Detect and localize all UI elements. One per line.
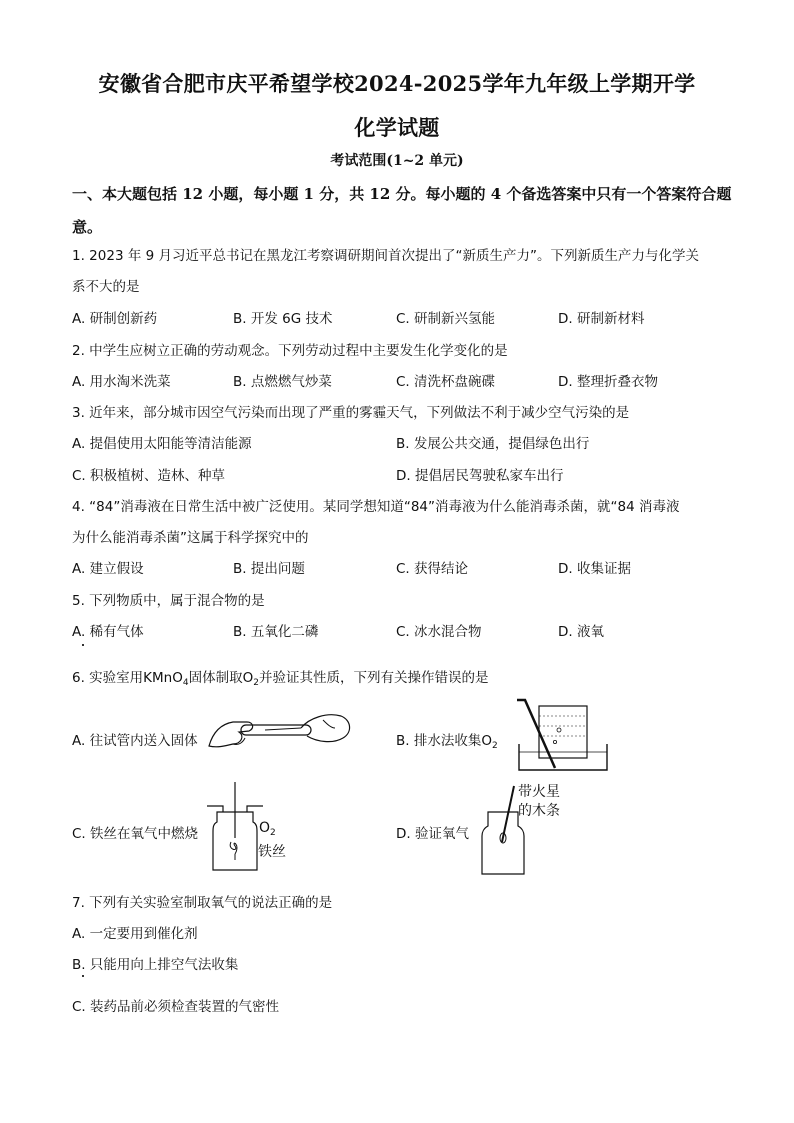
q4-option-d: D. 收集证据 (558, 561, 631, 577)
paper-title: 安徽省合肥市庆平希望学校2024-2025学年九年级上学期开学 (98, 71, 696, 96)
q2-option-c: C. 清洗杯盘碗碟 (396, 374, 496, 390)
q3-option-d: D. 提倡居民驾驶私家车出行 (396, 468, 564, 484)
q1-option-c: C. 研制新兴氢能 (396, 311, 496, 327)
formula-kmno4: KMnO$_4$ (143, 670, 189, 688)
q1-option-a: A. 研制创新药 (72, 311, 158, 327)
q5-option-c: C. 冰水混合物 (396, 624, 482, 640)
q3-option-b: B. 发展公共交通，提倡绿色出行 (396, 436, 590, 452)
q5-option-b: B. 五氧化二磷 (233, 624, 319, 640)
q6-figure-a-test-tube (205, 702, 355, 752)
stray-dot (82, 644, 84, 646)
q6-figure-c-iron-wire (205, 780, 265, 875)
q5-stem: 5. 下列物质中，属于混合物的是 (72, 593, 265, 609)
q7-stem: 7. 下列有关实验室制取氧气的说法正确的是 (72, 895, 333, 911)
q5-option-a: A. 稀有气体 (72, 624, 144, 640)
q6-c-label-iron-wire: 铁丝 (258, 844, 286, 860)
q6-option-d: D. 验证氧气 (396, 826, 469, 842)
q3-option-c: C. 积极植树、造林、种草 (72, 468, 226, 484)
q7-option-c: C. 装药品前必须检查装置的气密性 (72, 999, 280, 1015)
stray-dot (82, 975, 84, 977)
q2-stem: 2. 中学生应树立正确的劳动观念。下列劳动过程中主要发生化学变化的是 (72, 343, 508, 359)
q2-option-b: B. 点燃燃气炒菜 (233, 374, 332, 390)
q4-option-c: C. 获得结论 (396, 561, 469, 577)
q3-stem: 3. 近年来，部分城市因空气污染而出现了严重的雾霾天气，下列做法不利于减少空气污染的是 (72, 405, 630, 421)
q4-option-b: B. 提出问题 (233, 561, 305, 577)
q6-option-a: A. 往试管内送入固体 (72, 733, 198, 749)
q2-option-a: A. 用水淘米洗菜 (72, 374, 171, 390)
q1-option-d: D. 研制新材料 (558, 311, 645, 327)
q3-option-a: A. 提倡使用太阳能等清洁能源 (72, 436, 252, 452)
q4-stem-line2: 为什么能消毒杀菌”这属于科学探究中的 (72, 530, 309, 546)
q7-option-a: A. 一定要用到催化剂 (72, 926, 198, 942)
q6-d-label-line1: 带火星 (518, 784, 560, 800)
q6-option-c: C. 铁丝在氧气中燃烧 (72, 826, 199, 842)
q6-option-b: B. 排水法收集$O_2$ (396, 733, 498, 751)
q6-c-label-o2: $O_2$ (259, 820, 276, 838)
q6-d-label-line2: 的木条 (518, 803, 560, 819)
q1-stem-line2: 系不大的是 (72, 279, 140, 295)
paper-subtitle: 化学试题 (354, 115, 440, 140)
q7-option-b: B. 只能用向上排空气法收集 (72, 957, 239, 973)
q6-figure-b-water-collection (515, 698, 610, 773)
q4-option-a: A. 建立假设 (72, 561, 144, 577)
exam-range: 考试范围(1~2 单元) (330, 153, 464, 169)
section-instruction: 一、本大题包括 12 小题，每小题 1 分，共 12 分。每小题的 4 个备选答案中只有一个答案符合题意。 (72, 185, 732, 236)
q1-option-b: B. 开发 6G 技术 (233, 311, 333, 327)
q5-option-d: D. 液氧 (558, 624, 604, 640)
q1-stem-line1: 1. 2023 年 9 月习近平总书记在黑龙江考察调研期间首次提出了“新质生产力”。下列新质生产力与化学关 (72, 248, 699, 264)
formula-o2: $O_2$ (242, 670, 259, 688)
q4-stem-line1: 4. “84”消毒液在日常生活中被广泛使用。某同学想知道“84”消毒液为什么能消毒杀菌，就“84 消毒液 (72, 499, 680, 515)
q6-stem: 6. 实验室用KMnO$_4$固体制取$O_2$并验证其性质，下列有关操作错误的是 (72, 670, 489, 688)
q2-option-d: D. 整理折叠衣物 (558, 374, 658, 390)
